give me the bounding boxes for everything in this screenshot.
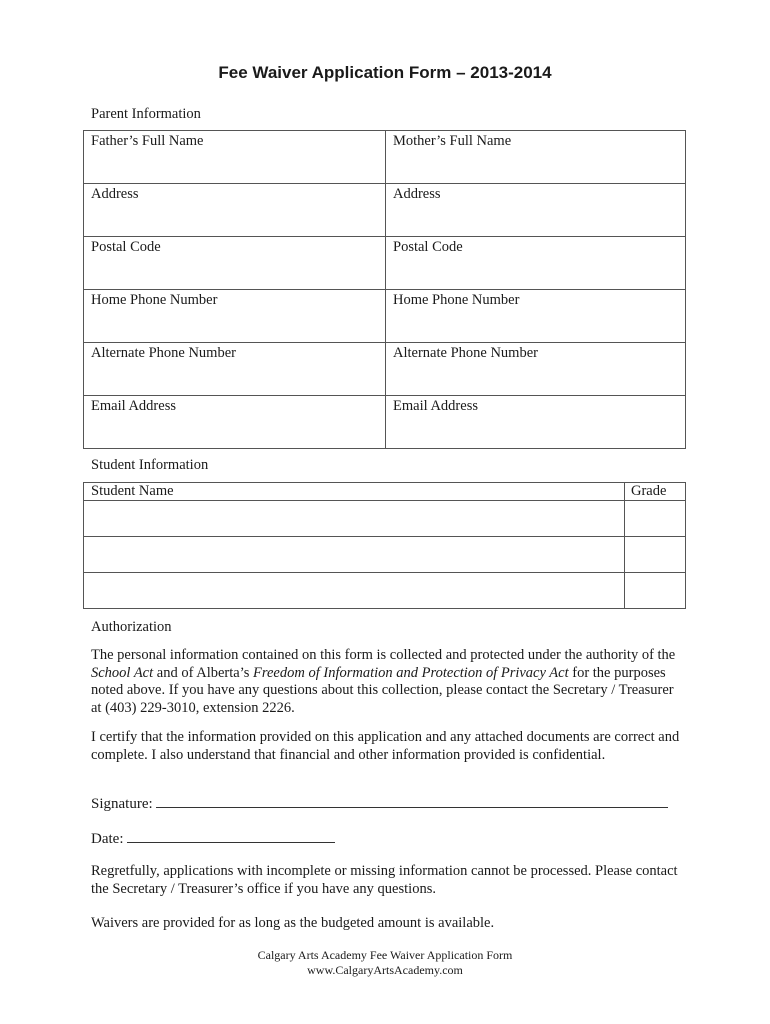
grade-cell[interactable] bbox=[625, 537, 686, 573]
father-name-field[interactable] bbox=[84, 131, 386, 184]
father-postal-code-field[interactable] bbox=[84, 237, 386, 290]
date-line bbox=[91, 828, 335, 848]
father-home-phone-field[interactable] bbox=[84, 290, 386, 343]
table-header-row bbox=[84, 483, 686, 501]
grade-header: Grade bbox=[625, 483, 686, 501]
table-row bbox=[84, 537, 686, 573]
field-label: Home Phone Number bbox=[91, 292, 218, 308]
father-alternate-phone-field[interactable] bbox=[84, 343, 386, 396]
field-label: Home Phone Number bbox=[393, 292, 520, 308]
table-row bbox=[84, 131, 686, 184]
table-row bbox=[84, 237, 686, 290]
field-label: Alternate Phone Number bbox=[393, 345, 538, 361]
mother-alternate-phone-field[interactable] bbox=[386, 343, 686, 396]
page-title: Fee Waiver Application Form – 2013-2014 bbox=[218, 63, 552, 82]
father-email-field[interactable] bbox=[84, 396, 386, 449]
field-label: Mother’s Full Name bbox=[393, 133, 512, 149]
mother-email-field[interactable] bbox=[386, 396, 686, 449]
table-row bbox=[84, 501, 686, 537]
table-row bbox=[84, 184, 686, 237]
school-act-title: School Act bbox=[91, 664, 154, 681]
mother-home-phone-field[interactable] bbox=[386, 290, 686, 343]
mother-postal-code-field[interactable] bbox=[386, 237, 686, 290]
student-name-header: Student Name bbox=[84, 483, 625, 501]
student-information-table bbox=[83, 482, 686, 609]
field-label: Postal Code bbox=[393, 239, 463, 255]
table-row bbox=[84, 396, 686, 449]
father-address-field[interactable] bbox=[84, 184, 386, 237]
footer-form-name: Calgary Arts Academy Fee Waiver Application Form bbox=[257, 948, 513, 962]
field-label: Postal Code bbox=[91, 239, 161, 255]
grade-cell[interactable] bbox=[625, 573, 686, 609]
authorization-heading: Authorization bbox=[91, 619, 172, 635]
mother-name-field[interactable] bbox=[386, 131, 686, 184]
table-row bbox=[84, 290, 686, 343]
date-label: Date: bbox=[91, 831, 124, 847]
student-information-heading: Student Information bbox=[91, 457, 209, 473]
field-label: Alternate Phone Number bbox=[91, 345, 236, 361]
field-label: Email Address bbox=[393, 398, 478, 414]
mother-address-field[interactable] bbox=[386, 184, 686, 237]
date-field[interactable] bbox=[127, 828, 335, 843]
privacy-paragraph: The personal information contained on this form is collected and protected under the authority of the School Act and of Alberta’s Freedom of Information and Protection of Privacy Act for the purposes noted above. If you have any questions about this collection, please contact the Secretary / Treasurer at (403) 229-3010, extension 2226. bbox=[91, 647, 676, 716]
table-row bbox=[84, 573, 686, 609]
parent-information-table bbox=[83, 130, 686, 449]
foip-act-title: Freedom of Information and Protection of Privacy Act bbox=[253, 664, 569, 681]
student-name-cell[interactable] bbox=[84, 537, 625, 573]
signature-field[interactable] bbox=[156, 793, 668, 808]
grade-cell[interactable] bbox=[625, 501, 686, 537]
signature-line bbox=[91, 793, 668, 813]
field-label: Father’s Full Name bbox=[91, 133, 204, 149]
parent-information-heading: Parent Information bbox=[91, 106, 201, 122]
field-label: Address bbox=[393, 186, 441, 202]
student-name-cell[interactable] bbox=[84, 501, 625, 537]
footer bbox=[0, 948, 770, 978]
student-name-cell[interactable] bbox=[84, 573, 625, 609]
signature-label: Signature: bbox=[91, 796, 153, 812]
incomplete-notice: Regretfully, applications with incomplete or missing information cannot be processed. Please contact the Secretary / Treasurer’s office if you have any questions. bbox=[91, 863, 678, 897]
footer-website: www.CalgaryArtsAcademy.com bbox=[307, 963, 463, 977]
budget-notice: Waivers are provided for as long as the budgeted amount is available. bbox=[91, 915, 495, 931]
certification-paragraph: I certify that the information provided on this application and any attached documents are correct and complete. I also understand that financial and other information provided is confidential. bbox=[91, 729, 680, 763]
field-label: Email Address bbox=[91, 398, 176, 414]
field-label: Address bbox=[91, 186, 139, 202]
table-row bbox=[84, 343, 686, 396]
